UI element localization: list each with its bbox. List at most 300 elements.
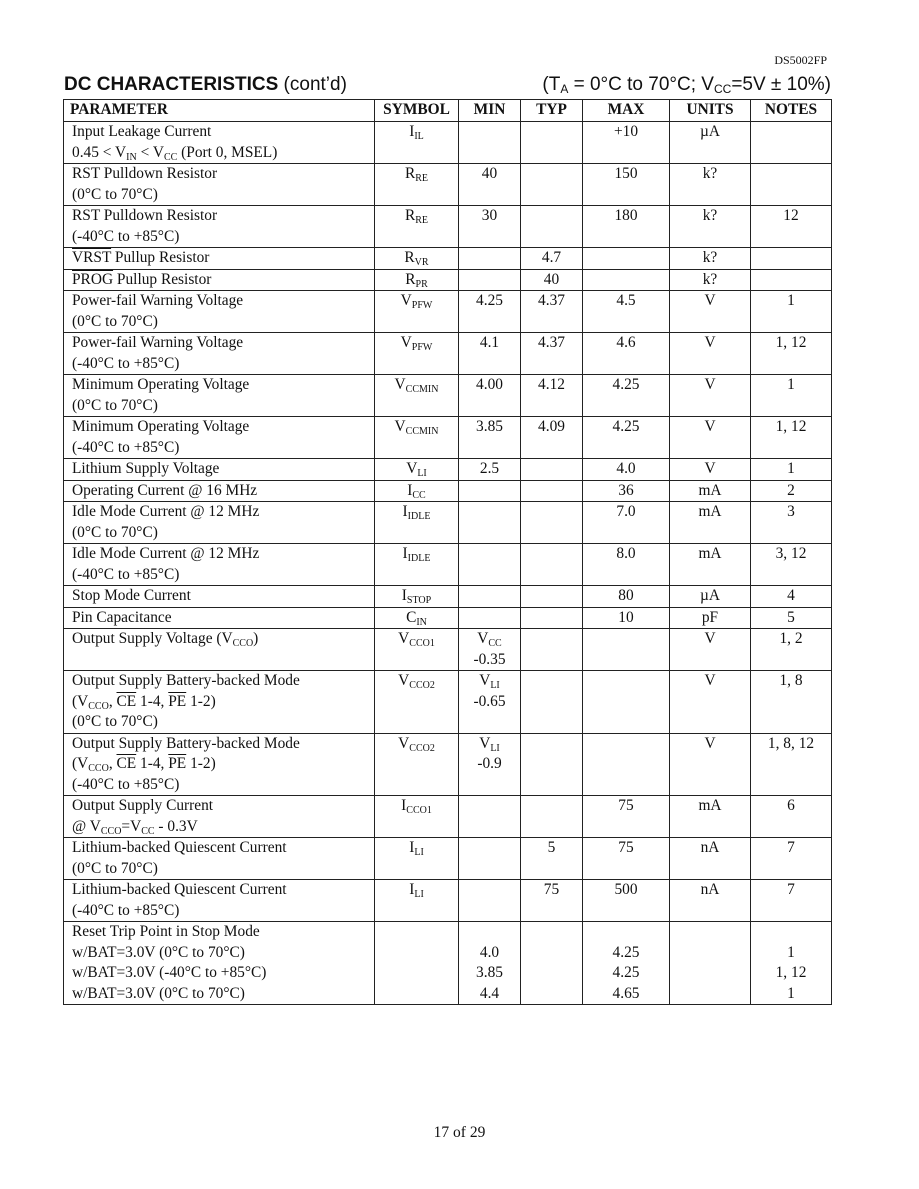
overline-signal: $\overline{CE}$ xyxy=(116,692,137,710)
parameter-line xyxy=(72,206,374,227)
text-run: V xyxy=(400,334,412,351)
units-cell: µA xyxy=(670,586,751,608)
units-cell: V xyxy=(670,417,751,459)
parameter-line xyxy=(72,754,374,775)
overline-signal: PROG xyxy=(72,270,114,288)
notes-cell xyxy=(751,880,832,922)
parameter-cell xyxy=(64,206,375,248)
table-row xyxy=(64,164,832,206)
symbol-line xyxy=(375,502,458,523)
min-line: 40 xyxy=(481,165,498,182)
text-run: Stop Mode Current xyxy=(72,587,191,604)
header-parameter: PARAMETER xyxy=(64,100,375,122)
typ-cell xyxy=(521,502,583,544)
notes-line: 1, 12 xyxy=(775,334,807,351)
text-run: V xyxy=(406,460,418,477)
parameter-line xyxy=(72,629,374,650)
min-cell xyxy=(459,269,521,291)
parameter-line xyxy=(72,692,374,713)
units-cell: mA xyxy=(670,480,751,502)
text-run: I xyxy=(402,503,408,520)
symbol-line xyxy=(375,291,458,312)
symbol-cell xyxy=(375,417,459,459)
max-cell xyxy=(583,671,670,734)
symbol-cell xyxy=(375,838,459,880)
max-cell xyxy=(583,480,670,502)
subscript: RE xyxy=(415,215,429,226)
parameter-line xyxy=(72,459,374,480)
text-run: V xyxy=(477,630,489,647)
parameter-line xyxy=(72,963,374,984)
text-run: Power-fail Warning Voltage xyxy=(72,292,244,309)
notes-cell xyxy=(751,375,832,417)
header-typ: TYP xyxy=(521,100,583,122)
typ-cell xyxy=(521,333,583,375)
text-run: < V xyxy=(136,143,164,161)
text-run: I xyxy=(409,839,415,856)
text-run: (0°C to 70°C) xyxy=(72,312,158,330)
parameter-line xyxy=(72,375,374,396)
table-row xyxy=(64,375,832,417)
units-cell: k? xyxy=(670,206,751,248)
notes-cell xyxy=(751,122,832,164)
subscript: CCMIN xyxy=(405,384,439,395)
notes-line: 6 xyxy=(787,797,795,814)
typ-cell xyxy=(521,796,583,838)
table-row xyxy=(64,269,832,291)
text-run: V xyxy=(398,630,410,647)
min-line: 4.25 xyxy=(476,292,503,309)
text-run: (0°C to 70°C) xyxy=(72,859,158,877)
symbol-line xyxy=(375,608,458,629)
parameter-cell xyxy=(64,838,375,880)
symbol-line xyxy=(375,333,458,354)
text-run: R xyxy=(404,249,415,266)
max-line: 10 xyxy=(618,608,634,626)
min-line xyxy=(459,922,520,943)
notes-line: 1 xyxy=(787,943,795,961)
notes-line: 4 xyxy=(787,587,795,604)
parameter-line xyxy=(72,354,374,375)
min-cell xyxy=(459,417,521,459)
max-cell xyxy=(583,607,670,629)
subscript: IL xyxy=(414,131,424,142)
symbol-cell xyxy=(375,607,459,629)
max-cell xyxy=(583,291,670,333)
subscript: CC xyxy=(163,151,178,163)
text-run: (-40°C to +85°C) xyxy=(72,227,180,245)
subscript: LI xyxy=(414,847,424,858)
symbol-line xyxy=(375,164,458,185)
units-cell: k? xyxy=(670,269,751,291)
units-cell: V xyxy=(670,291,751,333)
symbol-line xyxy=(375,375,458,396)
parameter-line xyxy=(72,185,374,206)
text-run: Reset Trip Point in Stop Mode xyxy=(72,923,260,940)
symbol-cell xyxy=(375,164,459,206)
max-cell xyxy=(583,375,670,417)
subscript: VR xyxy=(414,257,429,268)
text-run: (-40°C to +85°C) xyxy=(72,565,180,583)
typ-cell xyxy=(521,671,583,734)
units-cell: V xyxy=(670,671,751,734)
parameter-cell xyxy=(64,375,375,417)
max-cell xyxy=(583,333,670,375)
table-row xyxy=(64,880,832,922)
typ-cell xyxy=(521,838,583,880)
max-line: 4.25 xyxy=(612,943,640,961)
max-cell xyxy=(583,586,670,608)
subscript: CCO xyxy=(88,700,109,712)
min-line: 4.00 xyxy=(476,376,503,393)
text-run: -0.9 xyxy=(477,755,502,772)
max-cell xyxy=(583,544,670,586)
symbol-line xyxy=(375,586,458,607)
symbol-line xyxy=(375,838,458,859)
typ-cell xyxy=(521,480,583,502)
min-cell xyxy=(459,248,521,270)
parameter-cell xyxy=(64,502,375,544)
subscript: IN xyxy=(416,616,427,628)
parameter-cell xyxy=(64,269,375,291)
parameter-line xyxy=(72,984,374,1005)
parameter-cell xyxy=(64,291,375,333)
dc-characteristics-table xyxy=(63,99,832,1005)
table-row xyxy=(64,922,832,1005)
parameter-cell xyxy=(64,480,375,502)
typ-cell xyxy=(521,880,583,922)
text-run: Output Supply Voltage (V xyxy=(72,630,233,647)
subscript: CCO1 xyxy=(406,805,432,816)
text-run: Idle Mode Current @ 12 MHz xyxy=(72,503,260,520)
text-run: =V xyxy=(121,817,142,835)
text-run: ) xyxy=(253,630,259,647)
parameter-cell xyxy=(64,922,375,1005)
symbol-cell xyxy=(375,459,459,481)
parameter-line xyxy=(72,796,374,817)
text-run: R xyxy=(404,207,416,224)
symbol-cell xyxy=(375,544,459,586)
notes-cell xyxy=(751,544,832,586)
parameter-line xyxy=(72,922,374,943)
parameter-line xyxy=(72,586,374,607)
notes-cell xyxy=(751,291,832,333)
parameter-line xyxy=(72,143,374,164)
text-run: I xyxy=(409,881,415,898)
min-line: 3.85 xyxy=(476,418,503,435)
notes-line xyxy=(751,922,831,943)
symbol-cell xyxy=(375,269,459,291)
text-run: -0.65 xyxy=(473,692,506,710)
max-cell xyxy=(583,502,670,544)
parameter-cell xyxy=(64,417,375,459)
typ-cell xyxy=(521,544,583,586)
table-row xyxy=(64,796,832,838)
text-run: 1-2) xyxy=(186,755,216,772)
parameter-line xyxy=(72,164,374,185)
units-cell: k? xyxy=(670,164,751,206)
text-run: Output Supply Battery-backed Mode xyxy=(72,734,300,752)
symbol-cell xyxy=(375,671,459,734)
max-cell xyxy=(583,796,670,838)
units-cell: V xyxy=(670,733,751,796)
symbol-line xyxy=(375,671,458,692)
symbol-cell xyxy=(375,122,459,164)
notes-cell xyxy=(751,607,832,629)
max-line: 4.5 xyxy=(616,292,636,309)
text-run: I xyxy=(402,545,408,562)
min-line xyxy=(459,754,520,775)
typ-cell xyxy=(521,922,583,1005)
text-run: (0°C to 70°C) xyxy=(72,185,158,203)
min-line: 2.5 xyxy=(479,460,500,477)
text-run: Output Supply Current xyxy=(72,797,214,814)
units-cell: V xyxy=(670,629,751,671)
max-line: 4.25 xyxy=(612,376,640,393)
parameter-line xyxy=(72,544,374,565)
symbol-cell xyxy=(375,586,459,608)
subscript: CC xyxy=(488,638,502,649)
max-cell xyxy=(583,733,670,796)
parameter-line xyxy=(72,227,374,248)
text-run: I xyxy=(409,123,415,140)
max-line: 180 xyxy=(614,207,638,224)
typ-cell xyxy=(521,417,583,459)
notes-line: 1, 12 xyxy=(775,418,807,435)
parameter-line xyxy=(72,859,374,880)
max-line: 8.0 xyxy=(616,545,636,562)
table-row xyxy=(64,333,832,375)
text-run: Power-fail Warning Voltage xyxy=(72,334,244,351)
table-row xyxy=(64,733,832,796)
symbol-line xyxy=(375,417,458,438)
typ-cell xyxy=(521,269,583,291)
symbol-line xyxy=(375,459,458,480)
min-cell xyxy=(459,733,521,796)
parameter-cell xyxy=(64,880,375,922)
symbol-cell xyxy=(375,291,459,333)
notes-cell xyxy=(751,333,832,375)
parameter-cell xyxy=(64,248,375,270)
min-cell xyxy=(459,333,521,375)
header-symbol: SYMBOL xyxy=(375,100,459,122)
typ-line: 75 xyxy=(543,881,560,898)
parameter-cell xyxy=(64,733,375,796)
min-cell xyxy=(459,480,521,502)
parameter-line xyxy=(72,291,374,312)
text-run: I xyxy=(407,481,413,499)
text-run: - 0.3V xyxy=(154,817,198,835)
typ-cell xyxy=(521,291,583,333)
subscript: CC xyxy=(412,489,426,501)
symbol-cell xyxy=(375,922,459,1005)
min-cell xyxy=(459,375,521,417)
notes-cell xyxy=(751,922,832,1005)
text-run: Pin Capacitance xyxy=(72,608,172,626)
max-line: 4.6 xyxy=(616,334,636,351)
parameter-line xyxy=(72,838,374,859)
parameter-line xyxy=(72,333,374,354)
header-min: MIN xyxy=(459,100,521,122)
cond-range: = 0°C to 70°C; V xyxy=(568,74,714,95)
subscript: LI xyxy=(490,742,500,754)
cond-ta-sub: A xyxy=(560,82,569,96)
notes-cell xyxy=(751,796,832,838)
document-id: DS5002FP xyxy=(774,53,827,67)
parameter-line xyxy=(72,122,374,143)
typ-cell xyxy=(521,164,583,206)
min-line xyxy=(459,734,520,755)
max-cell xyxy=(583,629,670,671)
symbol-line xyxy=(375,248,458,269)
parameter-line xyxy=(72,565,374,586)
symbol-line xyxy=(375,206,458,227)
notes-line: 1, 2 xyxy=(779,630,803,647)
parameter-cell xyxy=(64,544,375,586)
subscript: PFW xyxy=(411,300,433,311)
typ-line: 5 xyxy=(547,839,556,856)
text-run: V xyxy=(479,672,491,689)
symbol-line xyxy=(375,734,458,755)
overline-signal: VRST xyxy=(72,249,112,266)
parameter-cell xyxy=(64,586,375,608)
text-run: R xyxy=(405,270,416,288)
text-run: Pullup Resistor xyxy=(113,270,212,288)
text-run: Operating Current @ 16 MHz xyxy=(72,481,258,499)
max-line: 4.0 xyxy=(616,460,636,477)
notes-line: 7 xyxy=(787,881,795,898)
notes-cell xyxy=(751,586,832,608)
typ-cell xyxy=(521,122,583,164)
text-run: Pullup Resistor xyxy=(111,249,210,266)
max-cell xyxy=(583,269,670,291)
max-line: 4.65 xyxy=(612,984,640,1002)
notes-line: 1 xyxy=(787,376,795,393)
text-run: -0.35 xyxy=(473,650,506,668)
table-header-row xyxy=(64,100,832,122)
typ-line: 4.37 xyxy=(538,292,565,309)
section-title-row xyxy=(64,74,831,98)
notes-cell xyxy=(751,206,832,248)
parameter-line xyxy=(72,901,374,922)
table-row xyxy=(64,459,832,481)
min-line: 3.85 xyxy=(476,964,503,981)
subscript: CC xyxy=(141,825,155,837)
min-cell xyxy=(459,880,521,922)
typ-cell xyxy=(521,733,583,796)
parameter-cell xyxy=(64,459,375,481)
notes-line: 3 xyxy=(787,503,795,520)
max-line: 4.25 xyxy=(612,418,640,435)
typ-cell xyxy=(521,375,583,417)
text-run: , xyxy=(108,755,117,772)
text-run: RST Pulldown Resistor xyxy=(72,207,218,224)
text-run: Lithium-backed Quiescent Current xyxy=(72,881,287,898)
parameter-line xyxy=(72,880,374,901)
text-run: (0°C to 70°C) xyxy=(72,396,158,414)
text-run: Input Leakage Current xyxy=(72,123,212,140)
units-cell: nA xyxy=(670,880,751,922)
table-row xyxy=(64,122,832,164)
notes-line: 3, 12 xyxy=(775,545,807,562)
max-cell xyxy=(583,164,670,206)
min-cell xyxy=(459,544,521,586)
parameter-cell xyxy=(64,164,375,206)
text-run: w/BAT=3.0V (-40°C to +85°C) xyxy=(72,964,267,981)
symbol-cell xyxy=(375,733,459,796)
text-run: V xyxy=(479,734,491,752)
min-cell xyxy=(459,922,521,1005)
units-cell: mA xyxy=(670,796,751,838)
text-run: (Port 0, MSEL) xyxy=(177,143,278,161)
subscript: STOP xyxy=(406,595,432,606)
text-run: I xyxy=(401,797,407,814)
symbol-cell xyxy=(375,629,459,671)
text-run: 0.45 < V xyxy=(72,143,127,161)
max-line: +10 xyxy=(613,123,639,140)
max-line: 80 xyxy=(618,587,634,604)
subscript: CCO xyxy=(88,763,109,774)
symbol-cell xyxy=(375,502,459,544)
notes-line: 1 xyxy=(787,292,795,309)
subscript: CCO2 xyxy=(409,680,435,691)
max-line: 36 xyxy=(618,481,634,499)
units-cell: V xyxy=(670,375,751,417)
parameter-line xyxy=(72,270,374,291)
text-run: Lithium-backed Quiescent Current xyxy=(72,839,287,856)
symbol-cell xyxy=(375,880,459,922)
parameter-cell xyxy=(64,333,375,375)
text-run: V xyxy=(400,292,412,309)
typ-cell xyxy=(521,629,583,671)
subscript: CCO xyxy=(232,638,254,649)
overline-signal: $\overline{CE}$ xyxy=(116,755,137,772)
min-cell xyxy=(459,459,521,481)
max-line: 500 xyxy=(614,881,638,898)
parameter-line xyxy=(72,712,374,733)
text-run: (0°C to 70°C) xyxy=(72,713,158,730)
text-run: @ V xyxy=(72,817,101,835)
units-cell: nA xyxy=(670,838,751,880)
table-row xyxy=(64,607,832,629)
header-notes: NOTES xyxy=(751,100,832,122)
notes-cell xyxy=(751,459,832,481)
notes-cell xyxy=(751,480,832,502)
parameter-cell xyxy=(64,122,375,164)
notes-cell xyxy=(751,164,832,206)
notes-line: 1, 12 xyxy=(775,964,807,981)
symbol-line xyxy=(375,481,458,502)
symbol-line xyxy=(375,270,458,291)
parameter-line xyxy=(72,523,374,544)
overline-signal: $\overline{PE}$ xyxy=(168,692,187,710)
max-line: 75 xyxy=(618,839,634,856)
text-run: V xyxy=(394,418,406,435)
typ-cell xyxy=(521,607,583,629)
table-row xyxy=(64,480,832,502)
section-title-suffix: (cont’d) xyxy=(278,74,347,95)
parameter-line xyxy=(72,775,374,796)
table-row xyxy=(64,838,832,880)
symbol-cell xyxy=(375,796,459,838)
min-line: 4.4 xyxy=(479,984,500,1002)
typ-line: 4.09 xyxy=(538,418,565,435)
section-title xyxy=(64,74,347,96)
subscript: RE xyxy=(415,173,429,184)
min-line: 30 xyxy=(481,207,498,224)
typ-cell xyxy=(521,459,583,481)
max-cell xyxy=(583,459,670,481)
